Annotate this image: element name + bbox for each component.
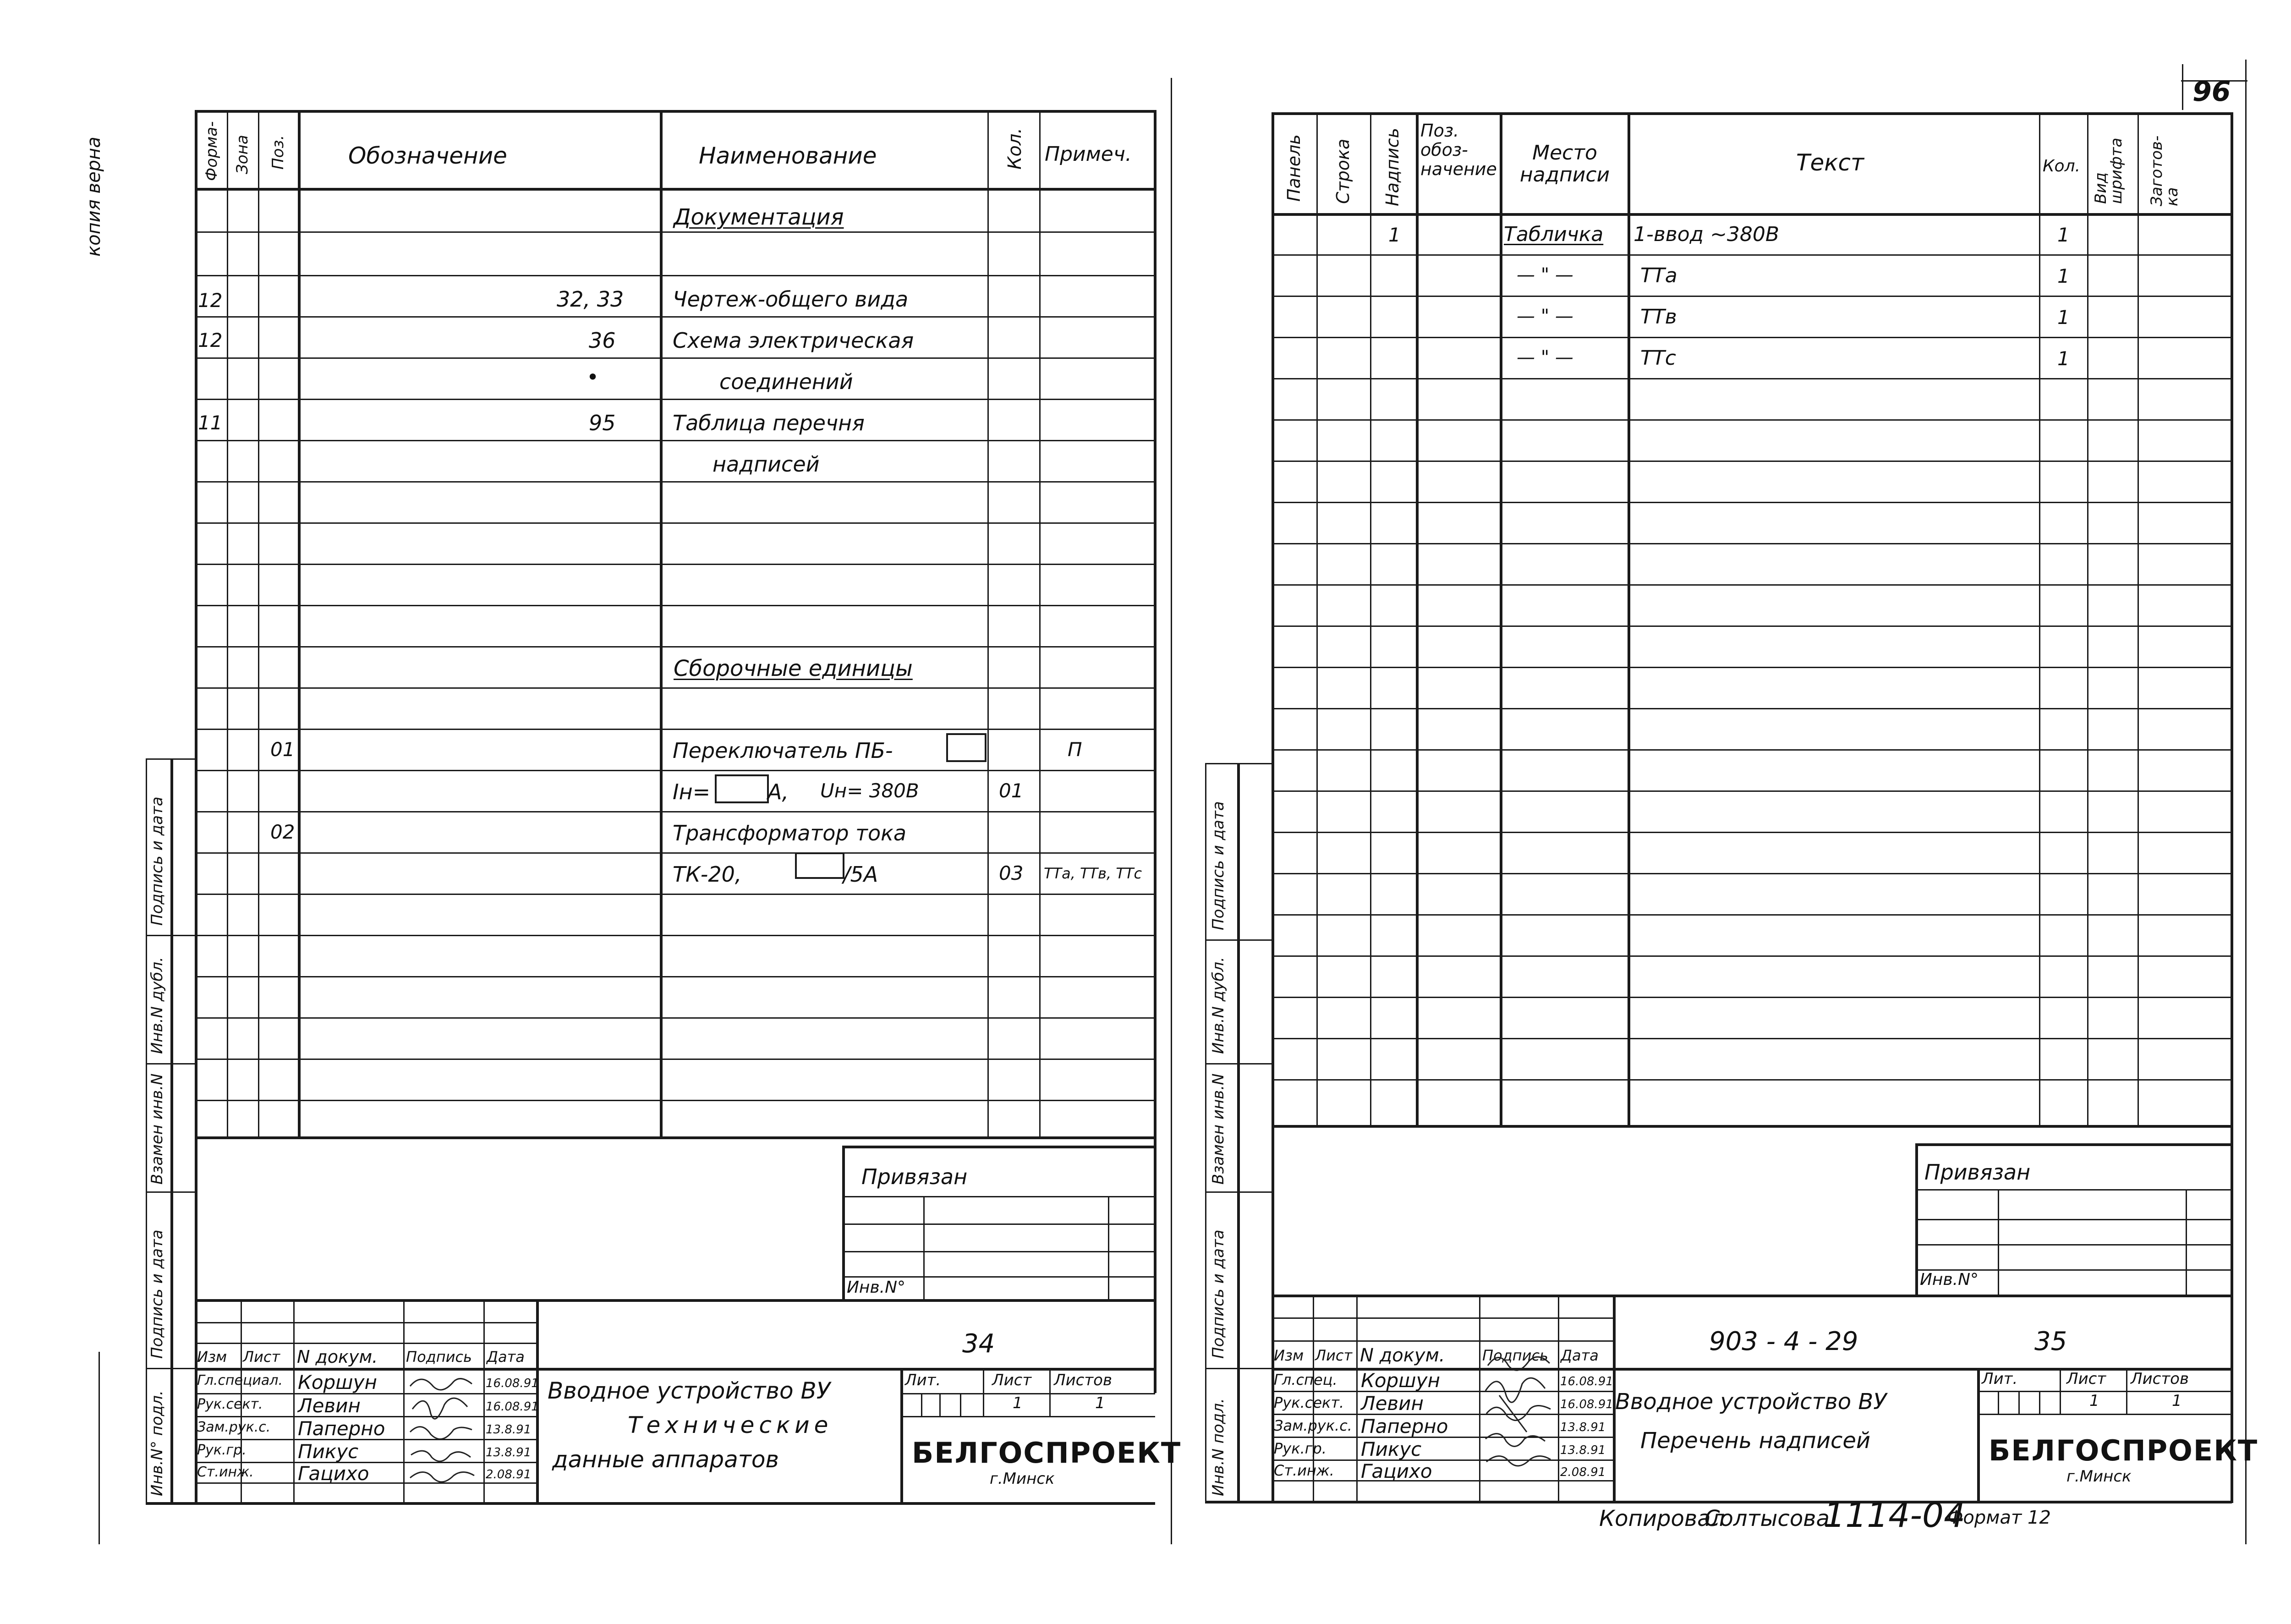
stamp-name: Паперно — [298, 1417, 385, 1440]
row-kol: 1 — [2057, 347, 2070, 370]
side-label: Взамен инв.N — [1209, 1073, 1228, 1185]
side-label: Взамен инв.N — [148, 1073, 166, 1185]
stamp-listov: Листов — [1054, 1371, 1113, 1389]
stamp-name: Левин — [1361, 1392, 1424, 1415]
item-naimenovanie: Трансформатор тока — [673, 821, 907, 845]
item-pos: 02 — [270, 821, 295, 843]
row-oboznachenie: 32, 33 — [557, 287, 624, 312]
side-label: Подпись и дата — [148, 1229, 166, 1359]
stamp-date: 2.08.91 — [1560, 1465, 1606, 1479]
section-assembly: Сборочные единицы — [674, 656, 913, 681]
stamp-date: 13.8.91 — [1560, 1443, 1606, 1457]
stamp-date: 13.8.91 — [1560, 1421, 1606, 1434]
header-primech: Примеч. — [1045, 143, 1132, 166]
item-voltage: Uн= 380В — [820, 779, 919, 802]
row-kol: 1 — [2057, 224, 2070, 246]
stamp-list: Лист — [992, 1371, 1032, 1389]
privyazan-label: Привязан — [1924, 1160, 2031, 1185]
footer-code: 1114-04 — [1824, 1496, 1966, 1535]
footer-format: Формат 12 — [1947, 1507, 2051, 1528]
stamp-list-val: 1 — [1013, 1394, 1023, 1412]
item-naimenovanie: ТК-20, — [673, 862, 742, 887]
row-oboznachenie: 95 — [589, 411, 616, 435]
stamp-listov: Листов — [2131, 1370, 2189, 1388]
row-format: 11 — [198, 411, 223, 434]
designation: 903 - 4 - 29 — [1709, 1327, 1858, 1356]
blank-field — [946, 733, 987, 762]
stamp-listov-val: 1 — [1095, 1394, 1105, 1412]
stamp-role: Ст.инж. — [1274, 1462, 1334, 1479]
stamp-date: 16.08.91 — [486, 1377, 539, 1390]
margin-note: копия верна — [83, 137, 104, 257]
stamp-name: Пикус — [298, 1440, 359, 1463]
side-label: Инв.N° подл. — [148, 1390, 166, 1496]
item-naimenovanie: Переключатель ПБ- — [673, 738, 893, 763]
item-primech: П — [1068, 738, 1082, 761]
stamp-head-ndokum: N докум. — [297, 1347, 378, 1367]
stamp-role: Рук.гр. — [1274, 1440, 1327, 1457]
stamp-date: 2.08.91 — [486, 1468, 532, 1481]
stamp-title-line2: Перечень надписей — [1640, 1428, 1871, 1454]
row-mesto-ditto: — " — — [1517, 347, 1573, 368]
header-oboznachenie: Обозначение — [348, 143, 507, 169]
row-nadpis: 1 — [1388, 224, 1401, 246]
header-vid: Вид шрифта — [2092, 137, 2126, 204]
header-naimenovanie: Наименование — [699, 143, 877, 169]
side-label: Подпись и дата — [1209, 801, 1228, 930]
row-tekst: 1-ввод ~380В — [1633, 223, 1780, 246]
side-label: Инв.N подл. — [1209, 1398, 1228, 1496]
blank-field — [715, 774, 769, 803]
stamp-lit: Лит. — [905, 1371, 941, 1389]
stamp-head-ndokum: N докум. — [1360, 1345, 1445, 1366]
side-label: Подпись и дата — [1209, 1229, 1228, 1359]
signature-scribbles — [1481, 1345, 1557, 1498]
stamp-org: БЕЛГОСПРОЕКТ — [1989, 1434, 2258, 1467]
stamp-name: Левин — [298, 1394, 361, 1417]
stamp-lit: Лит. — [1982, 1370, 2018, 1388]
section-documentation: Документация — [674, 204, 844, 230]
stamp-head-list: Лист — [243, 1348, 280, 1366]
stamp-title-line2: Технические — [628, 1412, 833, 1438]
stamp-role: Ст.инж. — [197, 1464, 254, 1480]
sheet-number: 34 — [962, 1329, 995, 1359]
stamp-head-izm: Изм — [1274, 1347, 1304, 1364]
side-label: Инв.N дубл. — [148, 957, 166, 1054]
stamp-listov-val: 1 — [2172, 1392, 2182, 1410]
item-current-unit: А, — [767, 779, 789, 804]
header-stroka: Строка — [1333, 138, 1353, 204]
item-current-label: Iн= — [673, 779, 711, 804]
row-format: 12 — [198, 329, 223, 351]
stamp-list: Лист — [2066, 1370, 2106, 1388]
stamp-title-line1: Вводное устройство ВУ — [548, 1377, 831, 1404]
header-tekst: Текст — [1796, 149, 1864, 176]
signature-scribbles — [406, 1370, 481, 1501]
header-pos: Поз. — [269, 135, 287, 170]
row-kol: 1 — [2057, 265, 2070, 287]
row-kol: 1 — [2057, 306, 2070, 329]
stamp-name: Гацихо — [1361, 1460, 1432, 1482]
stamp-role: Зам.рук.с. — [1274, 1417, 1352, 1434]
stamp-role: Гл.специал. — [197, 1372, 283, 1388]
stamp-city: г.Минск — [990, 1470, 1055, 1488]
stamp-head-podpis: Подпись — [1482, 1347, 1548, 1364]
header-nadpis: Надпись — [1382, 128, 1403, 206]
header-zagotovka: Заготов- ка — [2148, 135, 2181, 206]
row-naimenovanie: Схема электрическая — [673, 328, 914, 353]
side-label: Инв.N дубл. — [1209, 957, 1228, 1054]
row-oboznachenie: 36 — [589, 328, 616, 353]
sheet-number: 35 — [2034, 1327, 2067, 1356]
side-label: Подпись и дата — [148, 796, 166, 926]
stamp-head-data: Дата — [1561, 1347, 1599, 1364]
row-tekst: ТТс — [1640, 346, 1676, 370]
stamp-head-list: Лист — [1315, 1347, 1353, 1364]
row-naimenovanie: Чертеж-общего вида — [673, 287, 909, 312]
row-mesto-ditto: — " — — [1517, 306, 1573, 327]
stamp-head-izm: Изм — [197, 1348, 227, 1366]
item-kol: 03 — [999, 862, 1024, 884]
header-panel: Панель — [1284, 134, 1304, 202]
row-naimenovanie: соединений — [719, 369, 853, 394]
footer-copied: Копировал — [1599, 1506, 1725, 1531]
stamp-role: Зам.рук.с. — [197, 1419, 271, 1435]
stamp-role: Гл.спец. — [1274, 1371, 1337, 1388]
row-naimenovanie: надписей — [713, 452, 820, 477]
stamp-name: Коршун — [1361, 1369, 1440, 1392]
row-ditto-mark: • — [586, 365, 599, 390]
header-mesto: Место надписи — [1519, 141, 1610, 187]
row-tekst: ТТа — [1640, 264, 1677, 287]
stamp-title-line1: Вводное устройство ВУ — [1615, 1389, 1887, 1415]
inv-no-label: Инв.N° — [1920, 1270, 1979, 1289]
stamp-name: Пикус — [1361, 1438, 1422, 1460]
stamp-org: БЕЛГОСПРОЕКТ — [912, 1436, 1182, 1470]
inv-no-label: Инв.N° — [847, 1278, 906, 1297]
stamp-date: 16.08.91 — [1560, 1375, 1613, 1388]
footer-name: Солтысова — [1705, 1506, 1830, 1531]
stamp-date: 16.08.91 — [486, 1400, 539, 1414]
header-kol: Кол. — [1004, 127, 1025, 170]
header-format: Форма- — [203, 121, 221, 181]
item-ratio: /5А — [843, 862, 878, 887]
stamp-title-line3: данные аппаратов — [552, 1446, 779, 1473]
privyazan-label: Привязан — [861, 1164, 968, 1189]
stamp-role: Рук.гр. — [197, 1442, 247, 1458]
stamp-date: 16.08.91 — [1560, 1398, 1613, 1411]
corner-page-number: 96 — [2192, 76, 2231, 108]
stamp-city: г.Минск — [2066, 1467, 2132, 1486]
blank-field — [795, 852, 844, 879]
stamp-name: Коршун — [298, 1371, 377, 1394]
stamp-name: Паперно — [1361, 1415, 1448, 1437]
row-mesto-ditto: — " — — [1517, 264, 1573, 285]
item-kol: 01 — [999, 779, 1024, 802]
header-zona: Зона — [233, 135, 252, 174]
header-kol: Кол. — [2043, 157, 2081, 176]
row-mesto: Табличка — [1504, 223, 1604, 246]
stamp-date: 13.8.91 — [486, 1446, 532, 1459]
stamp-date: 13.8.91 — [486, 1423, 532, 1437]
stamp-role: Рук.сект. — [197, 1396, 263, 1412]
item-primech: ТТа, ТТв, ТТс — [1044, 865, 1142, 882]
row-tekst: ТТв — [1640, 305, 1677, 329]
row-naimenovanie: Таблица перечня — [673, 411, 865, 435]
stamp-list-val: 1 — [2089, 1392, 2099, 1410]
item-pos: 01 — [270, 738, 295, 761]
stamp-name: Гацихо — [298, 1462, 369, 1485]
stamp-head-podpis: Подпись — [406, 1348, 472, 1366]
header-poz: Поз. обоз- начение — [1420, 121, 1497, 179]
stamp-head-data: Дата — [487, 1348, 525, 1366]
stamp-role: Рук.сект. — [1274, 1394, 1344, 1411]
row-format: 12 — [198, 289, 223, 312]
